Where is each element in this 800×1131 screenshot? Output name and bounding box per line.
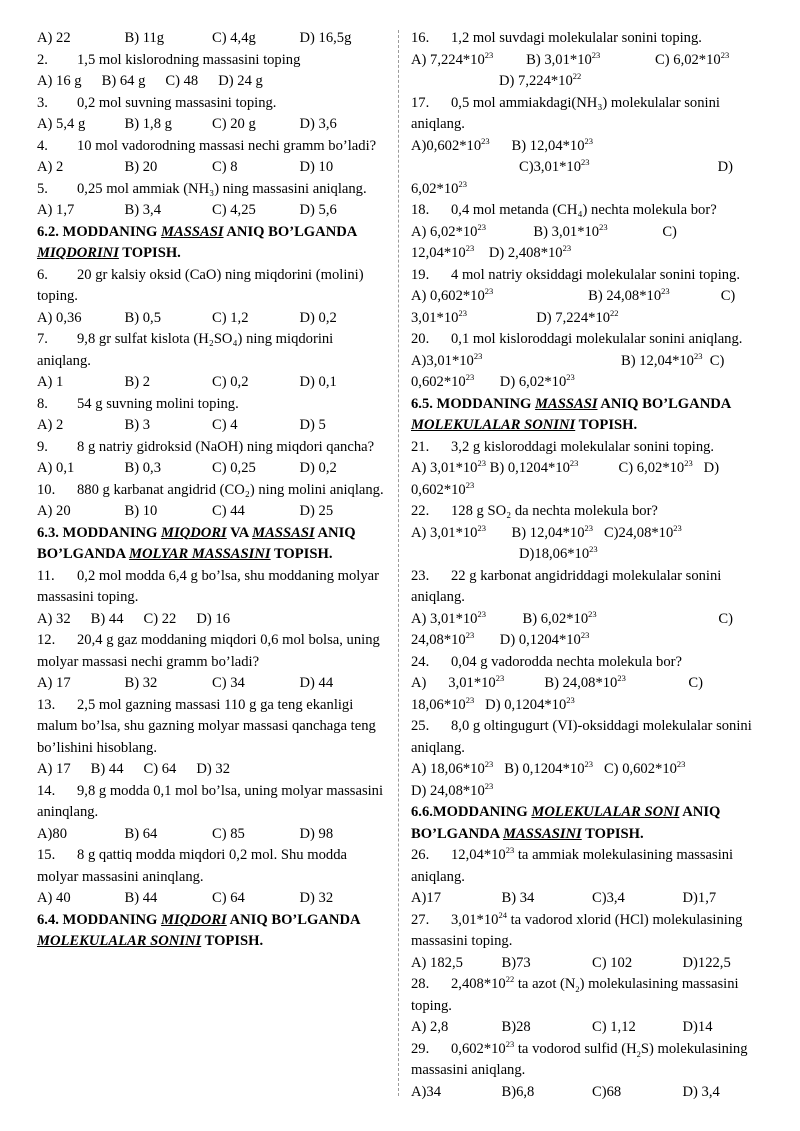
question-text bbox=[37, 480, 387, 502]
question-line: $6,02*10^{23}$ bbox=[411, 178, 467, 197]
answer-option: D) 5 bbox=[299, 417, 326, 433]
heading-part: 6.3. MODDANING bbox=[37, 524, 162, 541]
heading-part: MOLYAR MASSASINI bbox=[129, 546, 271, 562]
question-line: $C)3,01*10^{23}$ D) bbox=[519, 157, 733, 175]
answer-option: B) 3,4 bbox=[124, 202, 161, 218]
question-line: A) $3,01*10^{23}$ B) $6,02*10^{23}$ C) bbox=[411, 608, 733, 627]
answer-option: A) 16 g bbox=[37, 73, 82, 89]
answer-option: B) 10 bbox=[124, 503, 158, 519]
question-number: 12. bbox=[37, 632, 56, 648]
question-body: 128 g SO₂ da nechta molekula bor? bbox=[451, 503, 658, 519]
answer-option: B) 11g bbox=[124, 30, 165, 46]
answer-option: B) 64 bbox=[124, 825, 158, 842]
question-number: 17. bbox=[411, 94, 430, 111]
answer-options bbox=[411, 1082, 773, 1104]
question-text bbox=[411, 329, 773, 351]
answer-option: A) 2 bbox=[37, 417, 64, 433]
question-text bbox=[411, 566, 773, 609]
section-heading bbox=[37, 523, 387, 566]
question-number: 13. bbox=[37, 696, 56, 713]
question-line: A) $3,01*10^{23}$ B) $12,04*10^{23}$ $C)24,08*10^{23}$ bbox=[411, 522, 682, 541]
answer-option: B) 34 bbox=[501, 890, 535, 906]
question-body: 2,5 mol gazning massasi 110 g ga teng ekanligi malum bo’lsa, shu gazning molyar massasi qanchaga teng bo’lishini hisoblang. bbox=[37, 696, 376, 756]
answer-option: A) 2,8 bbox=[411, 1019, 449, 1035]
question-number: 24. bbox=[411, 653, 430, 670]
answer-option: D) 98 bbox=[299, 825, 334, 842]
question-text bbox=[37, 136, 387, 158]
answer-option: B) 64 g bbox=[101, 73, 146, 89]
answer-options bbox=[37, 824, 387, 846]
answer-option: D) 0,2 bbox=[299, 309, 337, 326]
question-body: 0,1 mol kisloroddagi molekulalar sonini aniqlang. bbox=[451, 331, 743, 347]
answer-options bbox=[37, 71, 387, 93]
question-line: D) $7,224*10^{22}$ bbox=[499, 71, 582, 89]
question-body: 8 g natriy gidroksid (NaOH) ning miqdori qancha? bbox=[77, 438, 375, 455]
question-body: 0,2 mol modda 6,4 g bo’lsa, shu moddaning molyar massasini toping. bbox=[37, 567, 379, 605]
heading-part: MASSASI bbox=[161, 223, 224, 240]
answer-option: B) 32 bbox=[124, 675, 158, 691]
question-number: 18. bbox=[411, 202, 430, 218]
question-line: $A)0,602*10^{23}$ B) $12,04*10^{23}$ bbox=[411, 135, 593, 154]
heading-part: ANIQ BO’LGANDA bbox=[226, 911, 360, 928]
question-number: 19. bbox=[411, 266, 430, 283]
answer-option: B)73 bbox=[501, 954, 531, 971]
answer-option: D) 44 bbox=[299, 675, 334, 691]
question-line: A) $3,01*10^{23}$ B) $0,1204*10^{23}$ C) $6,02*10^{23}$ D) bbox=[411, 458, 720, 476]
answer-option: C) 20 g bbox=[212, 116, 256, 132]
question-line: $3,01*10^{23}$ D) $7,224*10^{22}$ bbox=[411, 307, 619, 326]
question-body: 0,2 mol suvning massasini toping. bbox=[77, 94, 277, 111]
question-body: 8 g qattiq modda miqdori 0,2 mol. Shu modda molyar massasini aninqlang. bbox=[37, 847, 347, 885]
question-text bbox=[411, 652, 773, 674]
question-text bbox=[37, 50, 387, 72]
question-text bbox=[37, 179, 387, 201]
question-body: 54 g suvning molini toping. bbox=[77, 395, 239, 412]
answer-options bbox=[37, 28, 387, 50]
question-text bbox=[37, 394, 387, 416]
answer-option: B) 44 bbox=[90, 761, 124, 777]
answer-option: A) 40 bbox=[37, 890, 71, 906]
answer-option: D)122,5 bbox=[682, 954, 731, 971]
answer-option: B) 0,5 bbox=[124, 309, 161, 326]
question-number: 11. bbox=[37, 567, 55, 584]
answer-option: D) 16,5g bbox=[299, 30, 352, 46]
answer-option: A) 5,4 g bbox=[37, 116, 86, 132]
left-column bbox=[37, 28, 387, 953]
answer-option: B) 0,3 bbox=[124, 460, 161, 476]
question-line: A) $6,02*10^{23}$ B) $3,01*10^{23}$ C) bbox=[411, 221, 677, 240]
answer-option: A)34 bbox=[411, 1083, 441, 1100]
answer-option: C) 34 bbox=[212, 675, 245, 691]
question-text bbox=[37, 781, 387, 824]
question-text bbox=[37, 845, 387, 888]
answer-option: B) 44 bbox=[90, 610, 124, 627]
heading-part: MIQDORINI bbox=[37, 245, 119, 261]
heading-part: 6.6.MODDANING bbox=[411, 804, 532, 820]
answer-option: C) 4,25 bbox=[212, 202, 256, 218]
answer-option: B) 20 bbox=[124, 159, 158, 175]
answer-option: D) 25 bbox=[299, 503, 334, 519]
heading-part: MASSASI bbox=[252, 524, 315, 541]
answer-option: A) 0,36 bbox=[37, 309, 82, 326]
answer-option: B)6,8 bbox=[501, 1083, 535, 1100]
question-number: 2. bbox=[37, 51, 48, 68]
section-heading bbox=[411, 802, 773, 845]
heading-part: TOPISH. bbox=[201, 933, 264, 949]
question-body: 4 mol natriy oksiddagi molekulalar sonini toping. bbox=[451, 266, 741, 283]
question-line: $18,06*10^{23}$ D) $0,1204*10^{23}$ bbox=[411, 694, 575, 713]
answer-option: A) 1,7 bbox=[37, 202, 75, 218]
heading-part: ANIQ BO’LGANDA bbox=[37, 524, 356, 562]
answer-option: D) 0,1 bbox=[299, 374, 337, 390]
question-number: 5. bbox=[37, 180, 48, 197]
question-text bbox=[37, 265, 387, 308]
answer-option: C) 1,12 bbox=[592, 1019, 636, 1035]
question-body: 20,4 g gaz moddaning miqdori 0,6 mol bolsa, uning molyar massasi nechi gramm bo’ladi? bbox=[37, 632, 380, 670]
question-number: 20. bbox=[411, 331, 430, 347]
question-text bbox=[411, 93, 773, 136]
question-body: 20 gr kalsiy oksid (CaO) ning miqdorini (molini) toping. bbox=[37, 266, 364, 304]
question-text bbox=[411, 437, 773, 459]
heading-part: VA bbox=[226, 524, 253, 541]
question-text bbox=[37, 630, 387, 673]
question-body: 22 g karbonat angidriddagi molekulalar sonini aniqlang. bbox=[411, 567, 722, 605]
question-text bbox=[411, 28, 773, 50]
answer-options bbox=[37, 501, 387, 523]
answer-options bbox=[37, 157, 387, 179]
answer-option: D) 32 bbox=[196, 761, 230, 777]
question-number: 4. bbox=[37, 137, 48, 154]
answer-options bbox=[37, 759, 387, 781]
question-number: 9. bbox=[37, 438, 48, 455]
question-number: 14. bbox=[37, 782, 56, 799]
answer-options bbox=[37, 114, 387, 136]
question-body: 880 g karbanat angidrid (CO₂) ning molini aniqlang. bbox=[77, 481, 384, 498]
right-column bbox=[411, 28, 773, 1103]
answer-option: A)17 bbox=[411, 890, 441, 906]
question-number: 3. bbox=[37, 94, 48, 111]
heading-part: TOPISH. bbox=[575, 417, 638, 433]
heading-part: 6.4. MODDANING bbox=[37, 911, 162, 928]
heading-part: TOPISH. bbox=[118, 245, 181, 261]
question-line: 28. $2,408*10^{22}$ ta azot $(N_2)$ molekulasining massasini toping. bbox=[411, 974, 739, 1014]
question-line: $12,04*10^{23}$ D) $2,408*10^{23}$ bbox=[411, 243, 572, 261]
heading-part: MASSASI bbox=[535, 395, 598, 412]
question-text bbox=[37, 93, 387, 115]
question-number: 23. bbox=[411, 567, 430, 584]
question-line: $0,602*10^{23}$ bbox=[411, 479, 475, 498]
answer-option: B)28 bbox=[501, 1019, 531, 1035]
question-text bbox=[411, 716, 773, 759]
answer-option: D) 10 bbox=[299, 159, 334, 175]
question-number: 21. bbox=[411, 438, 430, 455]
question-number: 7. bbox=[37, 331, 48, 347]
question-number: 6. bbox=[37, 266, 48, 283]
answer-option: D) 3,6 bbox=[299, 116, 337, 132]
question-body: 1,5 mol kislorodning massasini toping bbox=[77, 51, 301, 68]
answer-option: A) 2 bbox=[37, 159, 64, 175]
answer-option: B) 2 bbox=[124, 374, 151, 390]
answer-option: A) 17 bbox=[37, 675, 71, 691]
answer-option: A) 22 bbox=[37, 30, 71, 46]
answer-option: C) 22 bbox=[143, 610, 177, 627]
question-text bbox=[411, 200, 773, 222]
question-text bbox=[37, 566, 387, 609]
answer-option: A)80 bbox=[37, 825, 67, 842]
heading-part: 6.5. MODDANING bbox=[411, 395, 536, 412]
answer-option: B) 3 bbox=[124, 417, 151, 433]
answer-option: C) 4,4g bbox=[212, 30, 256, 46]
answer-option: D) 32 bbox=[299, 890, 334, 906]
answer-option: C)3,4 bbox=[592, 890, 625, 906]
answer-options bbox=[411, 953, 773, 975]
answer-option: A) 32 bbox=[37, 610, 71, 627]
answer-option: D) 5,6 bbox=[299, 202, 337, 218]
answer-option: D)1,7 bbox=[682, 890, 717, 906]
answer-options bbox=[37, 200, 387, 222]
heading-part: ANIQ BO’LGANDA bbox=[223, 223, 357, 240]
answer-option: C) 0,2 bbox=[212, 374, 249, 390]
answer-option: D) 24 g bbox=[218, 73, 263, 89]
answer-option: A) 17 bbox=[37, 761, 71, 777]
question-line: A) $0,602*10^{23}$ B) $24,08*10^{23}$ C) bbox=[411, 286, 736, 304]
answer-option: C) 102 bbox=[592, 954, 633, 971]
heading-part: TOPISH. bbox=[581, 825, 644, 842]
answer-option: C) 85 bbox=[212, 825, 245, 842]
question-line: A) $3,01*10^{23}$ B) $24,08*10^{23}$ C) bbox=[411, 673, 703, 691]
answer-option: A) 20 bbox=[37, 503, 71, 519]
answer-option: C) 44 bbox=[212, 503, 245, 519]
question-body: 10 mol vadorodning massasi nechi gramm bo’ladi? bbox=[77, 137, 377, 154]
answer-option: A) 1 bbox=[37, 374, 64, 390]
question-number: 15. bbox=[37, 847, 56, 863]
question-line: $0,602*10^{23}$ D) $6,02*10^{23}$ bbox=[411, 372, 575, 390]
question-number: 25. bbox=[411, 718, 430, 734]
question-line: 26. $12,04*10^{23}$ ta ammiak molekulasining massasini aniqlang. bbox=[411, 845, 734, 885]
answer-option: C) 64 bbox=[212, 890, 245, 906]
column-divider bbox=[398, 30, 399, 1096]
question-line: 29. $0,602*10^{23}$ ta vodorod sulfid $(H_2S)$ molekulasining massasini aniqlang. bbox=[411, 1038, 748, 1078]
answer-option: D) 16 bbox=[196, 610, 230, 627]
answer-options bbox=[411, 1017, 773, 1039]
heading-part: MOLEKULALAR SONI bbox=[531, 804, 680, 820]
answer-option: B) 44 bbox=[124, 890, 158, 906]
question-line: A) $18,06*10^{23}$ B) $0,1204*10^{23}$ C) $0,602*10^{23}$ bbox=[411, 759, 686, 777]
question-number: 8. bbox=[37, 395, 48, 412]
answer-option: B) 1,8 g bbox=[124, 116, 172, 132]
answer-options bbox=[411, 888, 773, 910]
answer-options bbox=[37, 415, 387, 437]
answer-option: C)68 bbox=[592, 1083, 622, 1100]
answer-option: D) 3,4 bbox=[682, 1083, 720, 1100]
question-line: $A)3,01*10^{23}$ B) $12,04*10^{23}$ C) bbox=[411, 350, 725, 369]
question-line: A) $7,224*10^{23}$ B) $3,01*10^{23}$ C) $6,02*10^{23}$ bbox=[411, 49, 730, 68]
heading-part: MASSASINI bbox=[503, 825, 582, 842]
answer-option: A) 0,1 bbox=[37, 460, 75, 476]
question-number: 22. bbox=[411, 503, 430, 519]
answer-option: A) 182,5 bbox=[411, 954, 463, 971]
question-number: 10. bbox=[37, 481, 56, 498]
heading-part: ANIQ BO’LGANDA bbox=[411, 804, 721, 842]
question-number: 16. bbox=[411, 30, 430, 46]
section-heading bbox=[37, 910, 387, 953]
answer-option: D)14 bbox=[682, 1019, 713, 1035]
answer-option: C) 4 bbox=[212, 417, 238, 433]
answer-options bbox=[37, 888, 387, 910]
heading-part: MIQDORI bbox=[161, 911, 227, 928]
question-line: $D)18,06*10^{23}$ bbox=[519, 544, 598, 562]
question-text bbox=[411, 501, 773, 523]
answer-options bbox=[37, 609, 387, 631]
answer-option: C) 0,25 bbox=[212, 460, 256, 476]
question-body: 0,04 g vadorodda nechta molekula bor? bbox=[451, 653, 682, 670]
question-line: 27. $3,01*10^{24}$ ta vadorod xlorid (HCl) molekulasining massasini toping. bbox=[411, 909, 743, 949]
question-text bbox=[411, 265, 773, 287]
question-body: 0,4 mol metanda (CH₄) nechta molekula bor? bbox=[451, 202, 717, 218]
question-body: 3,2 g kisloroddagi molekulalar sonini toping. bbox=[451, 438, 715, 455]
heading-part: MOLEKULALAR SONINI bbox=[411, 417, 576, 433]
heading-part: TOPISH. bbox=[270, 546, 333, 562]
question-body: 0,5 mol ammiakdagi(NH₃) molekulalar sonini aniqlang. bbox=[411, 94, 720, 132]
answer-option: C) 48 bbox=[165, 73, 199, 89]
heading-part: 6.2. MODDANING bbox=[37, 223, 162, 240]
heading-part: MIQDORI bbox=[161, 524, 227, 541]
question-text bbox=[37, 437, 387, 459]
question-text bbox=[37, 695, 387, 760]
question-body: 0,25 mol ammiak (NH₃) ning massasini aniqlang. bbox=[77, 180, 367, 197]
answer-options bbox=[37, 458, 387, 480]
answer-option: D) 0,2 bbox=[299, 460, 337, 476]
question-body: 9,8 gr sulfat kislota (H₂SO₄) ning miqdorini aniqlang. bbox=[37, 331, 334, 369]
answer-option: C) 1,2 bbox=[212, 309, 249, 326]
question-body: 8,0 g oltingugurt (VI)-oksiddagi molekulalar sonini aniqlang. bbox=[411, 718, 752, 756]
question-line: D) $24,08*10^{23}$ bbox=[411, 780, 494, 799]
question-line: $24,08*10^{23}$ D) $0,1204*10^{23}$ bbox=[411, 630, 590, 648]
heading-part: ANIQ BO’LGANDA bbox=[597, 395, 731, 412]
answer-options bbox=[37, 308, 387, 330]
section-heading bbox=[37, 222, 387, 265]
section-heading bbox=[411, 394, 773, 437]
question-body: 1,2 mol suvdagi molekulalar sonini toping. bbox=[451, 30, 702, 46]
heading-part: MOLEKULALAR SONINI bbox=[37, 933, 202, 949]
question-text bbox=[37, 329, 387, 372]
answer-option: C) 64 bbox=[143, 761, 177, 777]
answer-options bbox=[37, 372, 387, 394]
answer-options bbox=[37, 673, 387, 695]
answer-option: C) 8 bbox=[212, 159, 238, 175]
question-body: 9,8 g modda 0,1 mol bo’lsa, uning molyar massasini aninqlang. bbox=[37, 782, 384, 820]
